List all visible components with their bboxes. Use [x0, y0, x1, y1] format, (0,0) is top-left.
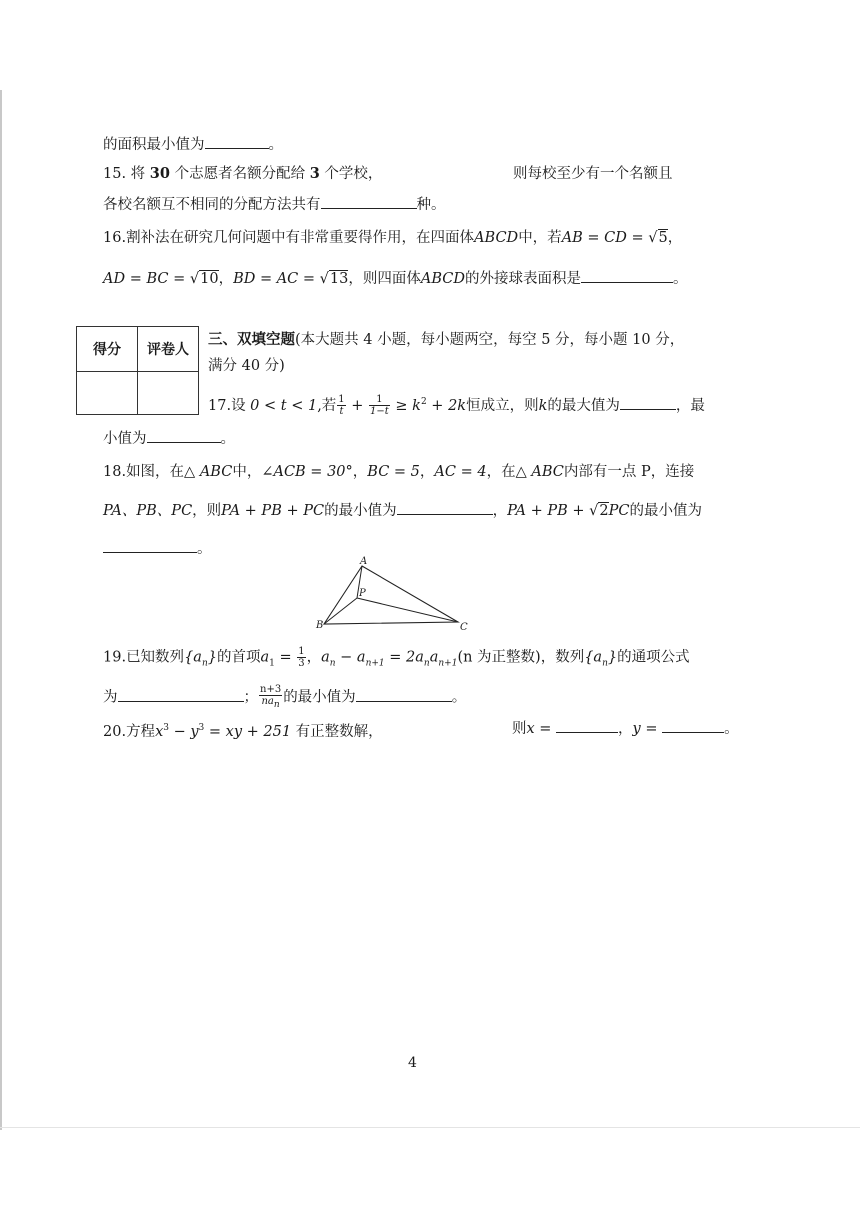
q18-ac: AC = 4: [434, 464, 487, 480]
q19-rec: a: [321, 649, 330, 666]
q17-text: ,若: [317, 397, 337, 414]
q19-text: ，数列: [540, 649, 585, 666]
q17-expr: ≥ k: [390, 397, 421, 414]
frac-den: 1−t: [370, 406, 389, 418]
q19-semi: ；: [243, 689, 258, 706]
label-p: P: [359, 588, 366, 599]
q20-eq: = xy + 251: [204, 723, 292, 740]
q16-text: 中，若: [518, 230, 562, 246]
q17-line1: [208, 392, 705, 417]
q19-sub: 1: [269, 658, 275, 669]
q19-text: 的最小值为: [283, 689, 356, 706]
q20-number: 20.: [103, 723, 127, 740]
q19-formula-blank[interactable]: [118, 687, 244, 702]
q20-y: y =: [632, 721, 663, 737]
q18-answer2-blank[interactable]: [103, 538, 197, 553]
q18-text: ，: [492, 503, 508, 519]
q18-text: 如图，在△: [126, 464, 200, 480]
q17-min-blank[interactable]: [147, 428, 221, 443]
q15-text: 将: [130, 166, 146, 182]
label-a: A: [360, 556, 368, 567]
q17-number: 17.: [208, 397, 232, 414]
q17-text: ，最: [675, 397, 705, 414]
q20-eq: − y: [168, 723, 199, 740]
q20-y-blank[interactable]: [662, 718, 724, 733]
q18-sqrt2: 2: [599, 503, 609, 519]
q16-text: ，则四面体: [348, 271, 421, 287]
q16-eq2: AD = BC =: [103, 271, 190, 287]
q19-sub: n+1: [438, 658, 458, 669]
frac-num: 1: [369, 394, 390, 406]
q20-end: 。: [724, 721, 739, 737]
q18-text: 内部有一点 P，连接: [563, 464, 695, 480]
q15-text: 个学校，: [324, 166, 383, 182]
q17-exp: 2: [420, 397, 427, 407]
q19-rec: − a: [335, 649, 366, 666]
grader-cell[interactable]: [138, 372, 199, 415]
q18-text: ，则: [192, 503, 222, 519]
q20-text: 方程: [126, 723, 156, 740]
q16-comma: ，: [667, 230, 683, 246]
q17-text: 恒成立，则: [466, 397, 539, 414]
q20-eq: x: [155, 723, 164, 740]
q15-line1: [103, 164, 382, 184]
q19-line1: [103, 646, 690, 673]
q18-answer1-blank[interactable]: [397, 500, 493, 515]
q17-end: 。: [220, 431, 235, 447]
q16-comma: ，: [218, 271, 234, 287]
frac-den: [259, 696, 282, 711]
q15-answer-blank[interactable]: [321, 194, 417, 209]
q16-text: 的外接球表面积是: [464, 271, 581, 287]
q17-max-blank[interactable]: [620, 395, 676, 410]
q20-text: 有正整数解，: [291, 723, 383, 740]
q18-abc: ABC: [199, 464, 233, 480]
q17-ineq: 0 < t < 1: [250, 397, 318, 414]
q14-text: 的面积最小值为: [103, 137, 205, 153]
q18-line1: [103, 462, 694, 482]
q20-sep: ，: [618, 721, 633, 737]
q16-sqrt13: 13: [329, 271, 349, 287]
q16-tetra: ABCD: [420, 271, 465, 287]
q19-text: ，: [306, 649, 322, 666]
q19-min-blank[interactable]: [356, 687, 452, 702]
q19-text: 已知数列: [126, 649, 185, 666]
q19-eq: =: [274, 649, 297, 666]
q15-line1-right: [513, 164, 673, 184]
q18-angle: ∠ACB = 30°: [261, 464, 353, 480]
q14-tail: [103, 134, 283, 155]
q15-text: 各校名额互不相同的分配方法共有: [103, 197, 321, 213]
q18-text: 的最小值为: [324, 503, 397, 519]
q19-sub: n: [329, 658, 336, 669]
q16-eq1: AB = CD =: [561, 230, 649, 246]
q19-line2: [103, 684, 466, 711]
q20-line1-right: [512, 718, 739, 739]
q18-end: 。: [197, 541, 212, 557]
frac-den-text: na: [261, 696, 274, 707]
q19-text: (n 为正整数): [457, 649, 541, 666]
q20-x-blank[interactable]: [556, 718, 618, 733]
q17-line2: [103, 428, 235, 449]
q19-end: 。: [451, 689, 467, 706]
q19-rec: a: [429, 649, 439, 666]
q18-text: ，在△: [486, 464, 532, 480]
q15-number: 15.: [103, 166, 127, 182]
frac-num: 1: [338, 394, 345, 406]
q19-sub: n+1: [365, 658, 385, 669]
segment-pb: [324, 598, 357, 624]
q19-seq: {a: [584, 649, 603, 666]
score-table: [76, 326, 199, 415]
label-c: C: [460, 622, 468, 633]
q16-end: 。: [672, 271, 688, 287]
q20-x: x =: [526, 721, 557, 737]
page-number: 4: [408, 1055, 417, 1071]
q16-tetra: ABCD: [474, 230, 519, 246]
segment-pc: [357, 598, 458, 622]
q16-answer-blank[interactable]: [581, 268, 673, 283]
q19-sub: n: [423, 658, 430, 669]
section3-title: 三、双填空题: [208, 331, 295, 348]
q19-frac2: [259, 684, 282, 711]
triangle-abc: [324, 566, 458, 624]
section3-line1: [208, 330, 684, 350]
q18-text: ，: [419, 464, 435, 480]
q20-text: 则: [512, 721, 527, 737]
q19-rec: = 2a: [384, 649, 424, 666]
label-b: B: [316, 620, 324, 631]
q17-text: 的最大值为: [547, 397, 620, 414]
q15-text: 个志愿者名额分配给: [174, 166, 306, 182]
q19-text: 为: [103, 689, 118, 706]
q19-text: 的首项: [216, 649, 261, 666]
section3-desc: (本大题共 4 小题，每小题两空，每空 5 分，每小题 10 分，: [295, 332, 685, 348]
scan-bottom-edge: [0, 1127, 860, 1128]
q17-frac1: [337, 394, 345, 417]
q17-text: 设: [231, 397, 251, 414]
q18-text: ，: [352, 464, 368, 480]
q19-seq: {a: [184, 649, 202, 666]
section3-line2: [208, 356, 285, 376]
q14-end: 。: [268, 137, 283, 153]
q17-frac2: [369, 394, 390, 417]
grader-header: 评卷人: [138, 327, 199, 372]
q18-line2: PA、PB、PC，则PA + PB + PC的最小值为 ，PA + PB + √2PC的最小值为: [103, 500, 702, 521]
q19-sub: n: [201, 658, 208, 669]
q19-number: 19.: [103, 649, 127, 666]
section3-desc: 满分 40 分): [208, 358, 285, 374]
q18-number: 18.: [103, 464, 127, 480]
q19-text: 的通项公式: [617, 649, 690, 666]
q15-line2: [103, 194, 446, 215]
score-header: 得分: [77, 327, 138, 372]
q15-text: 则每校至少有一个名额且: [513, 166, 673, 182]
q20-exp: 3: [198, 723, 205, 733]
q20-line1: [103, 718, 383, 742]
q15-n30: 30: [149, 165, 170, 182]
q16-number: 16.: [103, 230, 127, 246]
q18-text: 中，: [232, 464, 262, 480]
q17-expr: + 2k: [426, 397, 467, 414]
q19-seq: }: [607, 649, 618, 666]
q19-seq: }: [207, 649, 217, 666]
q18-segments: PA、PB、PC: [103, 503, 193, 519]
frac-den-sub: n: [273, 700, 280, 710]
q18-sum1: PA + PB + PC: [221, 503, 325, 519]
q15-end: 种。: [416, 197, 446, 213]
q19-frac1: [297, 646, 305, 669]
q18-abc: ABC: [531, 464, 564, 480]
q18-bc: BC = 5: [367, 464, 420, 480]
q17-text: 小值为: [103, 431, 147, 447]
q16-eq3: BD = AC =: [233, 271, 320, 287]
frac-den: 3: [298, 658, 305, 669]
q17-op: +: [346, 397, 369, 414]
q16-line2: AD = BC = √10，BD = AC = √13，则四面体ABCD的外接球表面积是 。: [103, 268, 687, 289]
q16-sqrt5: 5: [658, 230, 668, 246]
frac-den: t: [339, 406, 344, 418]
q16-sqrt10: 10: [200, 271, 219, 287]
q18-text: 的最小值为: [629, 503, 702, 519]
frac-num: 1: [298, 646, 305, 657]
q19-a1: a: [260, 649, 270, 666]
frac-num: n+3: [260, 684, 282, 695]
q18-sum2: PC: [608, 503, 630, 519]
q16-text: 割补法在研究几何问题中有非常重要得作用，在四面体: [126, 230, 475, 246]
q20-exp: 3: [163, 723, 169, 733]
q16-line1: 16.割补法在研究几何问题中有非常重要得作用，在四面体ABCD中，若AB = CD = √5，: [103, 230, 683, 246]
score-cell[interactable]: [77, 372, 138, 415]
q15-n3: 3: [309, 165, 320, 182]
q17-k: k: [538, 397, 548, 414]
q18-sum2: PA + PB +: [507, 503, 590, 519]
q19-sub: n: [602, 658, 608, 669]
q18-triangle-figure: [300, 552, 480, 636]
scan-left-edge: [0, 90, 2, 1130]
q14-answer-blank[interactable]: [205, 134, 269, 149]
q18-line3: [103, 538, 212, 559]
